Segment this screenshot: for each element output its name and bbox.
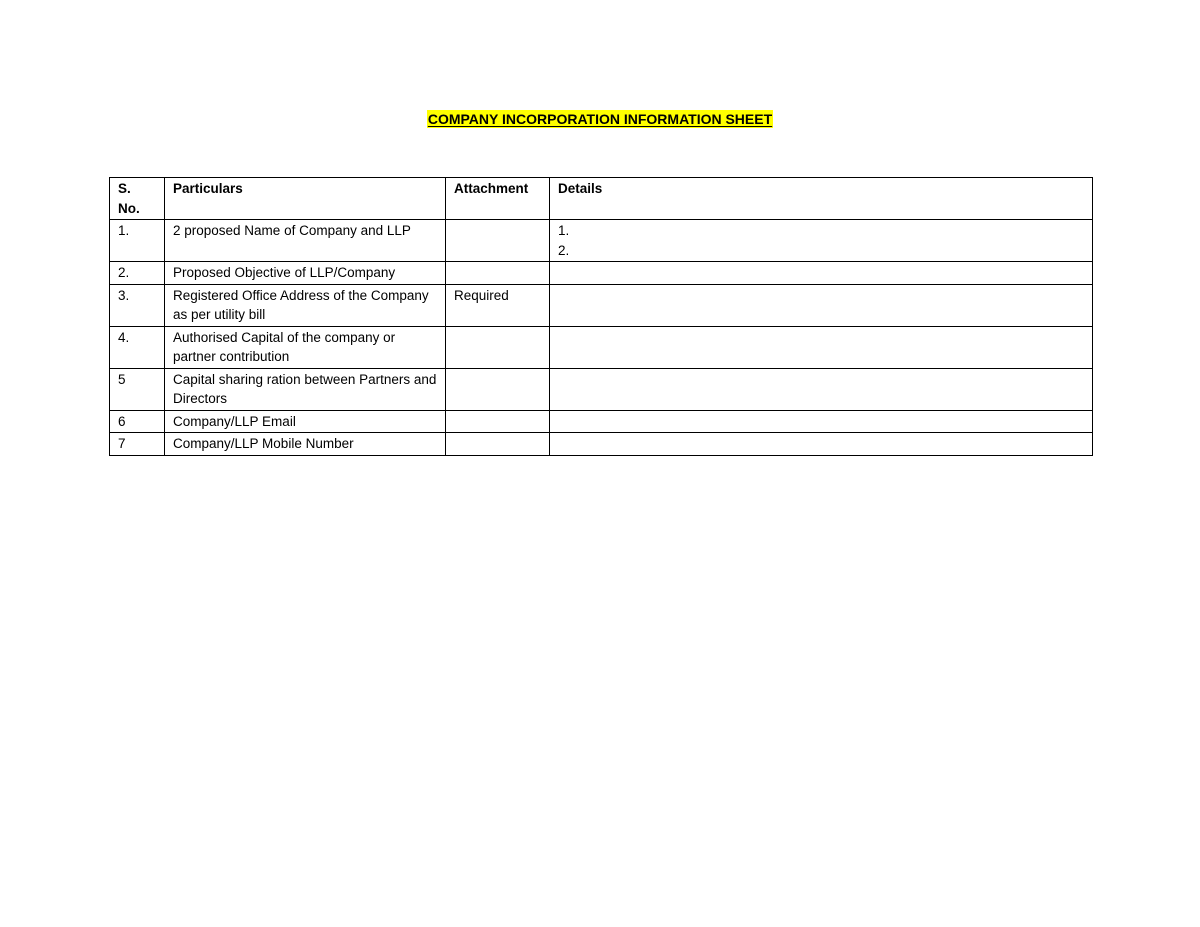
cell-details xyxy=(550,284,1093,326)
header-particulars: Particulars xyxy=(165,178,446,220)
cell-details xyxy=(550,433,1093,456)
header-attachment: Attachment xyxy=(446,178,550,220)
cell-details xyxy=(550,368,1093,410)
cell-particulars: Company/LLP Mobile Number xyxy=(165,433,446,456)
title-container xyxy=(0,110,1200,129)
cell-attachment: Required xyxy=(446,284,550,326)
cell-sno: 6 xyxy=(110,410,165,433)
cell-sno: 5 xyxy=(110,368,165,410)
cell-particulars: Company/LLP Email xyxy=(165,410,446,433)
cell-details xyxy=(550,326,1093,368)
cell-particulars: 2 proposed Name of Company and LLP xyxy=(165,220,446,262)
table-row xyxy=(110,284,1093,326)
header-details: Details xyxy=(550,178,1093,220)
detail-item: 1. xyxy=(558,223,570,238)
cell-sno: 3. xyxy=(110,284,165,326)
cell-attachment xyxy=(446,220,550,262)
table-header-row xyxy=(110,178,1093,220)
cell-sno: 4. xyxy=(110,326,165,368)
cell-particulars: Registered Office Address of the Company as per utility bill xyxy=(165,284,446,326)
cell-sno: 1. xyxy=(110,220,165,262)
cell-details xyxy=(550,262,1093,285)
cell-details xyxy=(550,410,1093,433)
cell-sno: 7 xyxy=(110,433,165,456)
detail-item: 2. xyxy=(558,242,570,258)
table-row xyxy=(110,262,1093,285)
cell-details xyxy=(550,220,1093,262)
cell-attachment xyxy=(446,368,550,410)
table-row xyxy=(110,220,1093,262)
cell-attachment xyxy=(446,410,550,433)
cell-particulars: Authorised Capital of the company or partner contribution xyxy=(165,326,446,368)
cell-attachment xyxy=(446,326,550,368)
cell-attachment xyxy=(446,433,550,456)
table-row xyxy=(110,368,1093,410)
table-row xyxy=(110,326,1093,368)
cell-sno: 2. xyxy=(110,262,165,285)
table-row xyxy=(110,410,1093,433)
information-table xyxy=(109,177,1093,456)
cell-attachment xyxy=(446,262,550,285)
header-sno: S. No. xyxy=(110,178,165,220)
cell-particulars: Capital sharing ration between Partners and Directors xyxy=(165,368,446,410)
document-title: COMPANY INCORPORATION INFORMATION SHEET xyxy=(427,111,773,127)
cell-particulars: Proposed Objective of LLP/Company xyxy=(165,262,446,285)
table-row xyxy=(110,433,1093,456)
